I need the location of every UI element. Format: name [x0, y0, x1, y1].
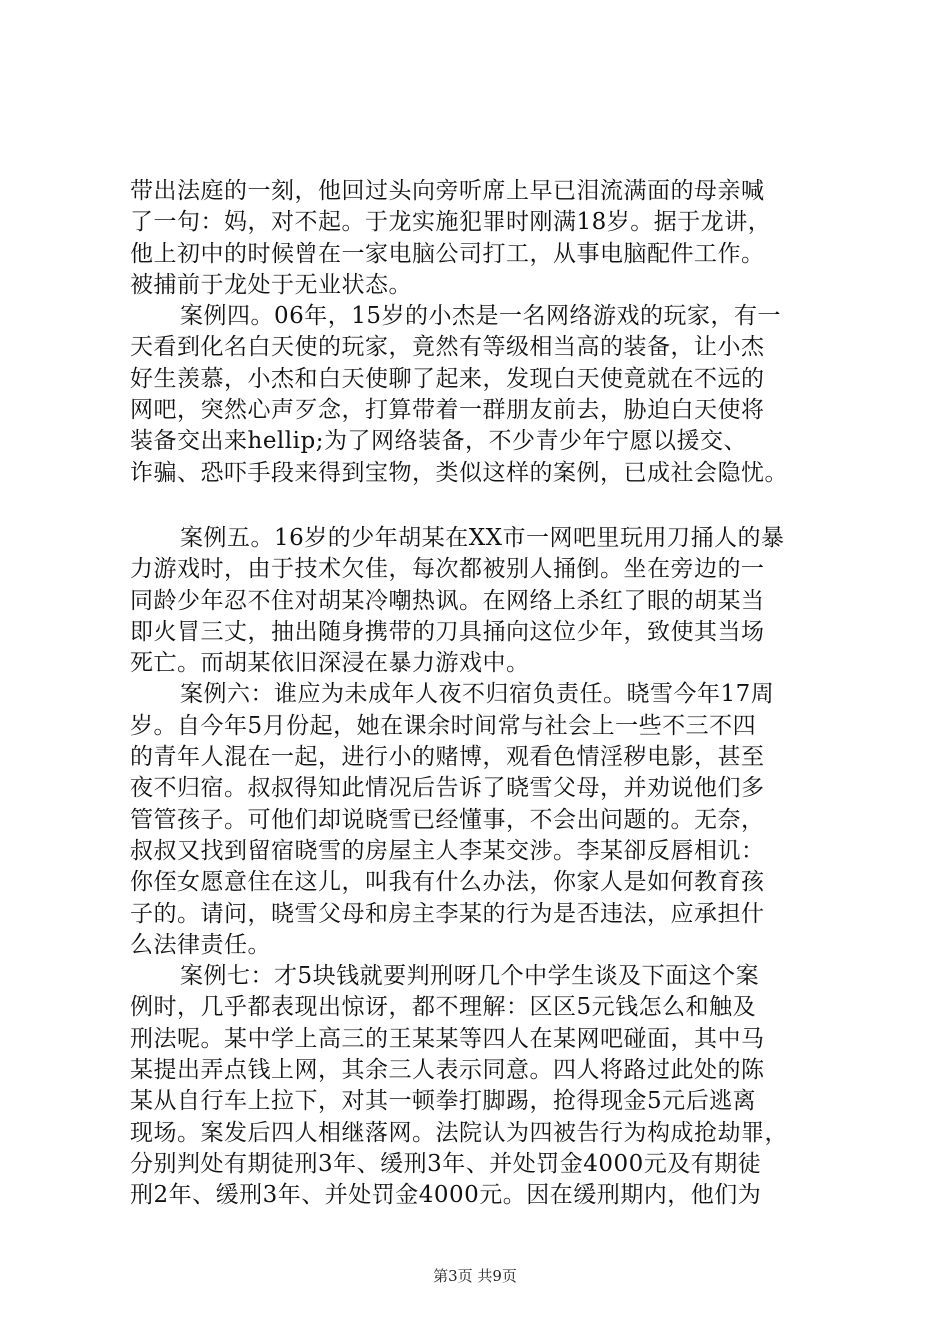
text-line: 刑2年、缓刑3年、并处罚金4000元。因在缓刑期内，他们为 — [130, 1182, 762, 1209]
text-line: 管管孩子。可他们却说晓雪已经懂事，不会出问题的。无奈， — [130, 806, 765, 833]
text-line: 装备交出来hellip;为了网络装备，不少青少年宁愿以援交、 — [130, 428, 747, 455]
text-line: 网吧，突然心声歹念，打算带着一群朋友前去，胁迫白天使将 — [130, 397, 765, 424]
paragraph-gap — [130, 489, 845, 523]
text-line: 某提出弄点钱上网，其余三人表示同意。四人将路过此处的陈 — [130, 1057, 765, 1084]
text-line: 被捕前于龙处于无业状态。 — [130, 271, 412, 298]
text-line: 了一句：妈，对不起。于龙实施犯罪时刚满18岁。据于龙讲， — [130, 209, 772, 236]
document-body — [130, 176, 845, 1212]
page-footer — [0, 1265, 950, 1286]
text-line: 例时，几乎都表现出惊讶，都不理解：区区5元钱怎么和触及 — [130, 994, 757, 1021]
text-line: 岁。自今年5月份起，她在课余时间常与社会上一些不三不四 — [130, 712, 757, 739]
text-line: 好生羡慕，小杰和白天使聊了起来，发现白天使竟就在不远的 — [130, 365, 765, 392]
text-line: 子的。请问，晓雪父母和房主李某的行为是否违法，应承担什 — [130, 900, 765, 927]
text-line: 天看到化名白天使的玩家，竟然有等级相当高的装备，让小杰 — [130, 334, 765, 361]
text-line: 的青年人混在一起，进行小的赌博，观看色情淫秽电影，甚至 — [130, 744, 765, 771]
paragraph-case-7 — [130, 961, 845, 1211]
text-line: 即火冒三丈，抽出随身携带的刀具捅向这位少年，致使其当场 — [130, 618, 765, 645]
text-line: 同龄少年忍不住对胡某冷嘲热讽。在网络上杀红了眼的胡某当 — [130, 587, 765, 614]
text-line: 死亡。而胡某依旧深浸在暴力游戏中。 — [130, 650, 530, 677]
text-line: 叔叔又找到留宿晓雪的房屋主人李某交涉。李某卻反唇相讥： — [130, 837, 765, 864]
text-line: 案例四。06年，15岁的小杰是一名网络游戏的玩家，有一 — [180, 303, 782, 330]
paragraph-case-6 — [130, 679, 845, 961]
text-line: 案例六：谁应为未成年人夜不归宿负责任。晓雪今年17周 — [180, 681, 775, 708]
text-line: 带出法庭的一刻，他回过头向旁听席上早已泪流满面的母亲喊 — [130, 178, 765, 204]
paragraph-case-4 — [130, 301, 845, 489]
text-line: 诈骗、恐吓手段来得到宝物，类似这样的案例，已成社会隐忧。 — [130, 459, 788, 486]
text-line: 分别判处有期徒刑3年、缓刑3年、并处罚金4000元及有期徒 — [130, 1150, 762, 1177]
paragraph-case-5 — [130, 523, 845, 679]
text-line: 某从自行车上拉下，对其一顿拳打脚踢，抢得现金5元后逃离 — [130, 1088, 757, 1115]
text-line: 案例七：才5块钱就要判刑呀几个中学生谈及下面这个案 — [180, 963, 760, 990]
text-line: 现场。案发后四人相继落网。法院认为四被告行为构成抢劫罪， — [130, 1119, 788, 1146]
text-line: 么法律责任。 — [130, 931, 271, 958]
text-line: 他上初中的时候曾在一家电脑公司打工，从事电脑配件工作。 — [130, 240, 765, 267]
text-line: 你侄女愿意住在这儿，叫我有什么办法，你家人是如何教育孩 — [130, 869, 765, 896]
text-line: 刑法呢。某中学上高三的王某某等四人在某网吧碰面，其中马 — [130, 1025, 765, 1052]
text-line: 案例五。16岁的少年胡某在XX市一网吧里玩用刀捅人的暴 — [180, 524, 785, 551]
paragraph-continuation — [130, 176, 845, 301]
page-number: 第3页 共9页 — [433, 1267, 517, 1285]
text-line: 夜不归宿。叔叔得知此情况后告诉了晓雪父母，并劝说他们多 — [130, 775, 765, 802]
text-line: 力游戏时，由于技术欠佳，每次都被别人捅倒。坐在旁边的一 — [130, 556, 765, 583]
